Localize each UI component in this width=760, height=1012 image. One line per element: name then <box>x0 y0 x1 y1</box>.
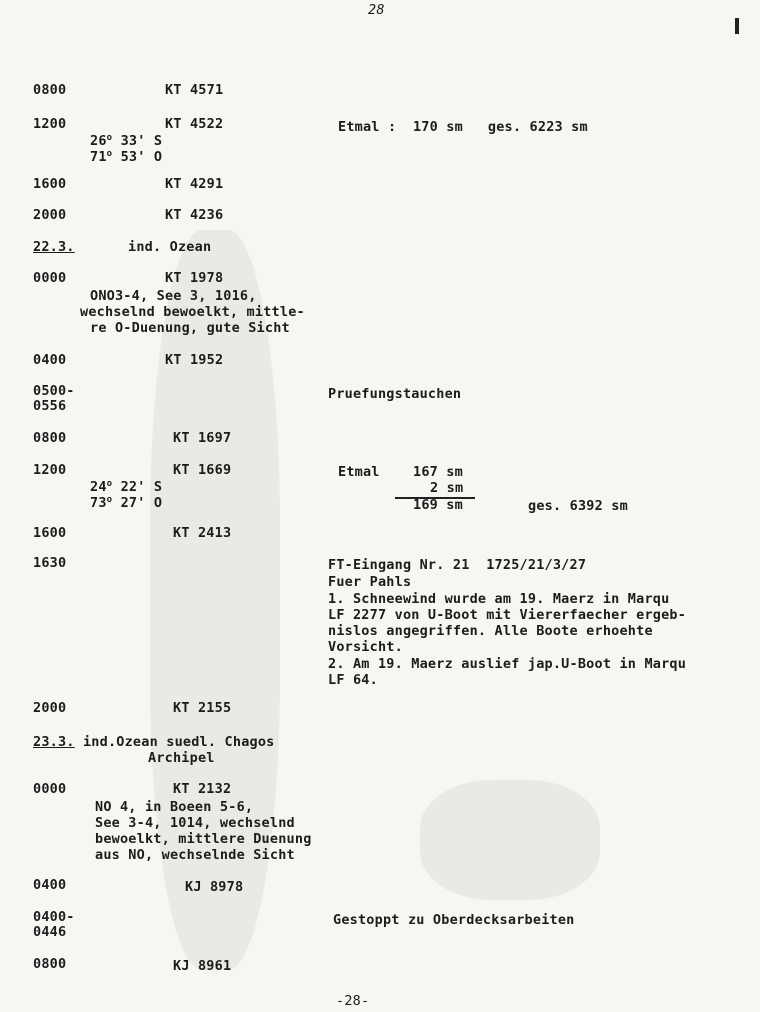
time: 2000 <box>33 207 67 223</box>
position: KT 2132 <box>173 781 232 797</box>
weather-line: bewoelkt, mittlere Duenung <box>95 831 312 847</box>
scan-mark <box>735 18 739 34</box>
time: 0400- <box>33 909 75 925</box>
weather-line: ONO3-4, See 3, 1016, <box>90 288 257 304</box>
weather-line: re O-Duenung, gute Sicht <box>90 320 290 336</box>
longitude: 73$^o$ 27' O <box>90 495 163 511</box>
time: 1600 <box>33 176 67 192</box>
position: KT 4522 <box>165 116 224 132</box>
radio-line: LF 64. <box>328 672 378 688</box>
latitude: 26$^o$ 33' S <box>90 133 163 149</box>
etmal-note: Etmal : 170 sm ges. 6223 sm <box>338 119 588 135</box>
weather-line: wechselnd bewoelkt, mittle- <box>80 304 305 320</box>
weather-line: aus NO, wechselnde Sicht <box>95 847 295 863</box>
location-continued: Archipel <box>148 750 215 766</box>
position: KT 1697 <box>173 430 232 446</box>
date-heading: 22.3. <box>33 239 75 255</box>
position: KT 1669 <box>173 462 232 478</box>
position: KT 4571 <box>165 82 224 98</box>
longitude: 71$^o$ 53' O <box>90 149 163 165</box>
time: 0400 <box>33 877 67 893</box>
position: KT 4236 <box>165 207 224 223</box>
time: 1200 <box>33 116 67 132</box>
position: KJ 8978 <box>185 879 244 895</box>
latitude: 24$^o$ 22' S <box>90 479 163 495</box>
etmal-correction: 2 sm <box>430 480 464 496</box>
total-distance: ges. 6392 sm <box>528 498 628 514</box>
position: KJ 8961 <box>173 958 232 974</box>
time: 0400 <box>33 352 67 368</box>
time-end: 0556 <box>33 398 67 414</box>
radio-line: FT-Eingang Nr. 21 1725/21/3/27 <box>328 557 587 573</box>
etmal-sum: 169 sm <box>413 497 463 513</box>
date-heading: 23.3. ind.Ozean suedl. Chagos <box>33 734 275 750</box>
time: 0000 <box>33 781 67 797</box>
time: 0000 <box>33 270 67 286</box>
radio-line: nislos angegriffen. Alle Boote erhoehte <box>328 623 653 639</box>
position: KT 1978 <box>165 270 224 286</box>
position: KT 1952 <box>165 352 224 368</box>
radio-line: Fuer Pahls <box>328 574 412 590</box>
time: 0500- <box>33 383 75 399</box>
radio-line: Vorsicht. <box>328 639 403 655</box>
time: 0800 <box>33 956 67 972</box>
weather-line: See 3-4, 1014, wechselnd <box>95 815 295 831</box>
scan-smudge <box>420 780 600 900</box>
weather-line: NO 4, in Boeen 5-6, <box>95 799 254 815</box>
event-note: Gestoppt zu Oberdecksarbeiten <box>333 912 575 928</box>
time: 0800 <box>33 430 67 446</box>
location: ind. Ozean <box>128 239 212 255</box>
time: 1200 <box>33 462 67 478</box>
position: KT 2155 <box>173 700 232 716</box>
etmal-label: Etmal <box>338 464 380 480</box>
time: 2000 <box>33 700 67 716</box>
page-mark-top: 28 <box>368 2 385 18</box>
time: 0800 <box>33 82 67 98</box>
event-note: Pruefungstauchen <box>328 386 462 402</box>
radio-line: 2. Am 19. Maerz auslief jap.U-Boot in Marqu <box>328 656 687 672</box>
time: 1630 <box>33 555 67 571</box>
time: 1600 <box>33 525 67 541</box>
etmal-value: 167 sm <box>413 464 463 480</box>
radio-line: 1. Schneewind wurde am 19. Maerz in Marqu <box>328 591 670 607</box>
position: KT 2413 <box>173 525 232 541</box>
position: KT 4291 <box>165 176 224 192</box>
time-end: 0446 <box>33 924 67 940</box>
page-footer: -28- <box>336 993 370 1009</box>
radio-line: LF 2277 von U-Boot mit Viererfaecher ergeb- <box>328 607 687 623</box>
